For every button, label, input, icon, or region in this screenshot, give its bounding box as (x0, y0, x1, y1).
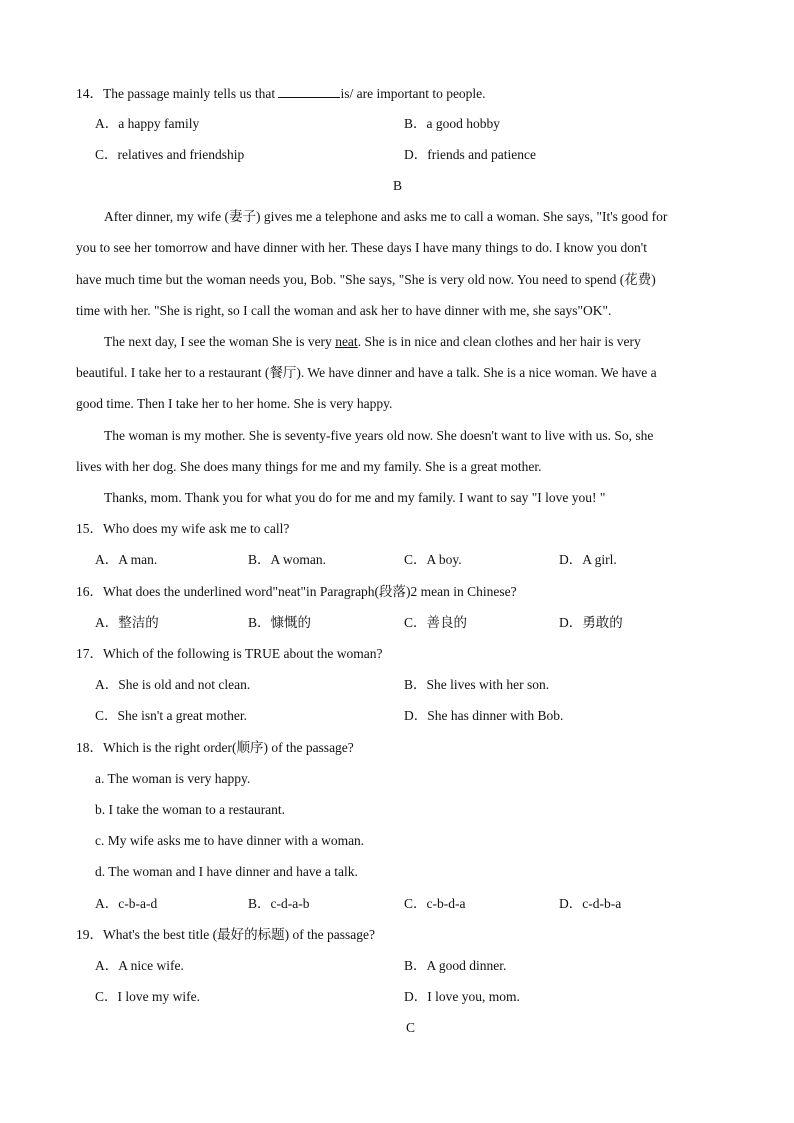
q19-option-b: B．A good dinner. (404, 958, 507, 973)
q14-option-d: D．friends and patience (404, 147, 536, 162)
q18-item-b: b. I take the woman to a restaurant. (95, 802, 286, 817)
passage-p2-line1 (104, 334, 641, 350)
passage-p3-line2: lives with her dog. She does many things for me and my family. She is a great mother. (76, 459, 542, 474)
q19-stem: 19．What's the best title (最好的标题) of the passage? (76, 927, 375, 942)
q17-stem: 17．Which of the following is TRUE about the woman? (76, 646, 383, 661)
q16-option-c: C．善良的 (404, 615, 468, 630)
passage-p4: Thanks, mom. Thank you for what you do for me and my family. I want to say "I love you! " (104, 490, 606, 505)
q14-option-a: A．a happy family (95, 116, 200, 131)
passage-p1-line3: have much time but the woman needs you, Bob. "She says, "She is very old now. You need to spend (花费) (76, 272, 656, 287)
q16-stem: 16．What does the underlined word"neat"in Paragraph(段落)2 mean in Chinese? (76, 584, 517, 599)
passage-p3-line1: The woman is my mother. She is seventy-five years old now. She doesn't want to live with us. So, she (104, 428, 654, 443)
q16-option-b: B．慷慨的 (248, 615, 312, 630)
underlined-word-neat: neat (335, 334, 358, 349)
q17-option-b: B．She lives with her son. (404, 677, 550, 692)
q15-option-b: B．A woman. (248, 552, 327, 567)
q15-option-c: C．A boy. (404, 552, 462, 567)
q14-blank (278, 85, 340, 98)
q18-item-c: c. My wife asks me to have dinner with a woman. (95, 833, 365, 848)
q14-stem (76, 85, 486, 102)
p2-text-after: . She is in nice and clean clothes and her hair is very (357, 334, 641, 349)
q19-option-c: C．I love my wife. (95, 989, 200, 1004)
q18-stem: 18．Which is the right order(顺序) of the passage? (76, 740, 354, 755)
q19-option-d: D．I love you, mom. (404, 989, 520, 1004)
q16-option-a: A．整洁的 (95, 615, 159, 630)
q14-stem-before: 14．The passage mainly tells us that (76, 86, 279, 101)
passage-p2-line3: good time. Then I take her to her home. She is very happy. (76, 396, 393, 411)
q17-option-d: D．She has dinner with Bob. (404, 708, 564, 723)
section-c-title: C (406, 1020, 416, 1035)
q16-option-d: D．勇敢的 (559, 615, 623, 630)
passage-p1-line4: time with her. "She is right, so I call the woman and ask her to have dinner with me, she says"OK". (76, 303, 612, 318)
p2-text-before: The next day, I see the woman She is very (104, 334, 336, 349)
q15-option-a: A．A man. (95, 552, 158, 567)
passage-p1-line1: After dinner, my wife (妻子) gives me a telephone and asks me to call a woman. She says, "It's good for (104, 209, 668, 224)
q17-option-c: C．She isn't a great mother. (95, 708, 248, 723)
q18-option-d: D．c-d-b-a (559, 896, 622, 911)
q14-stem-after: is/ are important to people. (340, 86, 486, 101)
section-b-title: B (393, 178, 403, 193)
q19-option-a: A．A nice wife. (95, 958, 184, 973)
q18-option-a: A．c-b-a-d (95, 896, 158, 911)
q18-item-d: d. The woman and I have dinner and have a talk. (95, 864, 358, 879)
q17-option-a: A．She is old and not clean. (95, 677, 251, 692)
q18-option-b: B．c-d-a-b (248, 896, 310, 911)
q15-stem: 15．Who does my wife ask me to call? (76, 521, 290, 536)
passage-p1-line2: you to see her tomorrow and have dinner with her. These days I have many things to do. I know you don't (76, 240, 647, 255)
q18-item-a: a. The woman is very happy. (95, 771, 251, 786)
q14-option-b: B．a good hobby (404, 116, 500, 131)
q14-option-c: C．relatives and friendship (95, 147, 245, 162)
q18-option-c: C．c-b-d-a (404, 896, 466, 911)
passage-p2-line2: beautiful. I take her to a restaurant (餐厅). We have dinner and have a talk. She is a nice woman. We have a (76, 365, 657, 380)
q15-option-d: D．A girl. (559, 552, 617, 567)
